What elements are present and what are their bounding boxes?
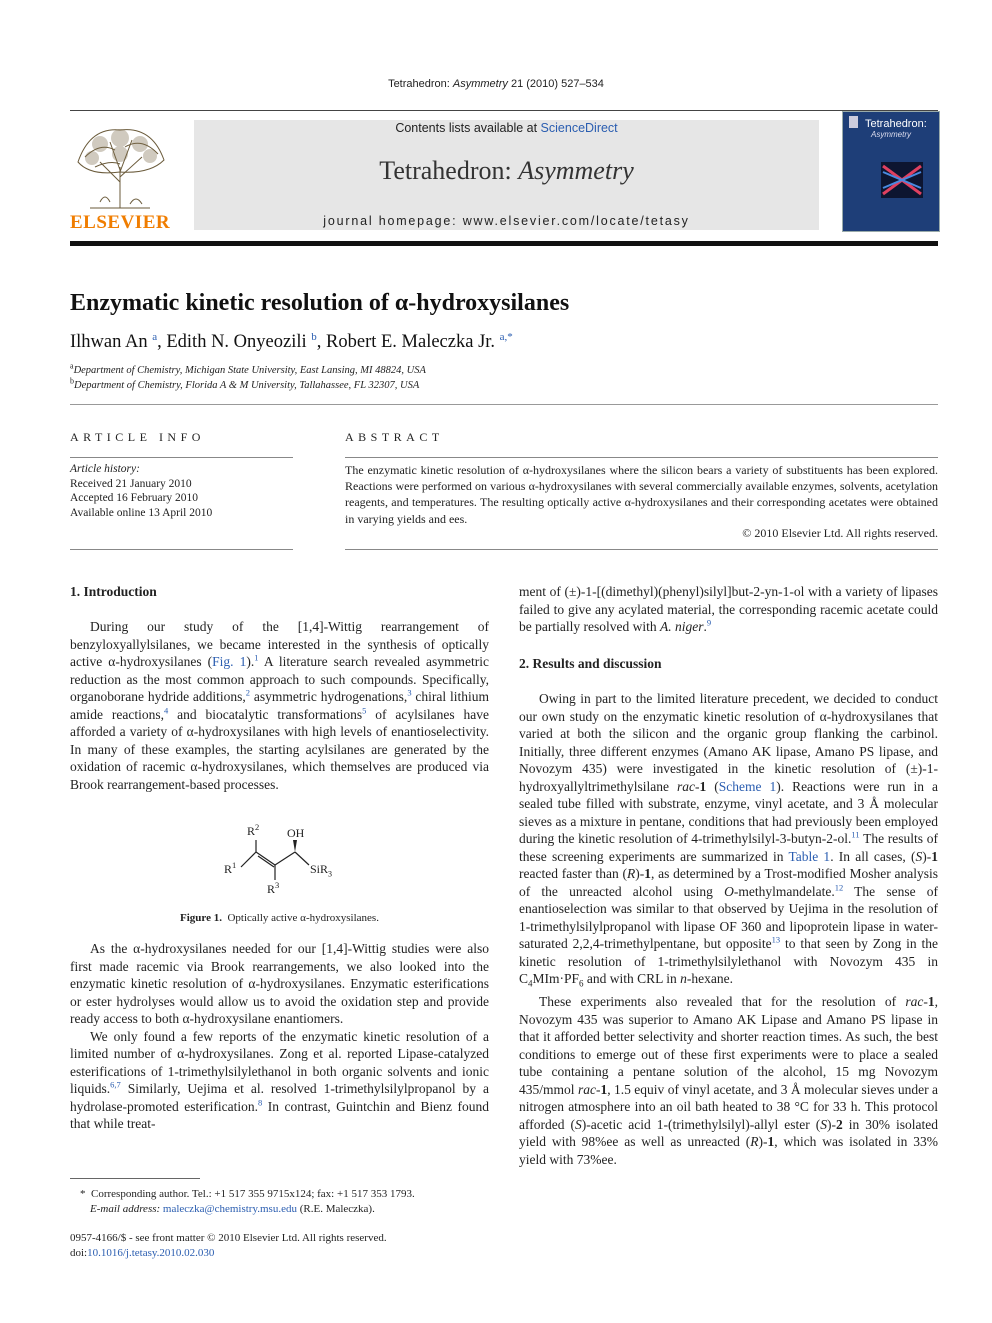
- cover-graphic: [881, 162, 923, 198]
- header-thick-rule: [70, 241, 938, 246]
- table1-link[interactable]: Table 1: [788, 848, 831, 864]
- journal-cover-image: [842, 111, 940, 232]
- elsevier-wordmark: ELSEVIER: [70, 212, 171, 233]
- history-label: Article history:: [70, 463, 140, 475]
- fig-r3-label: $R^3$: [267, 880, 280, 896]
- intro-paragraph-2: As the α-hydroxysilanes needed for our [1,4]-Wittig studies were also first made racemic via Brook rearrangements, we also looked into the enzymatic kinetic resolution of α-hydroxysilanes. Enzymatic esterifications or ester hydrolyses would allow us to avoid the oxidation step and provide ready access to both α-hydroxysilane enantiomers. We only found a few reports of the enzymatic kinetic resolution of a limited number of α-hydroxysilanes. Zong et al. reported Lipase-catalyzed esterifications of 1-trimethylsilylethanol in both organic solvents and ionic liquids.$^{6,7}$ Similarly, Uejima et al. resolved 1-trimethylsilylpropanol by a hydrolase-promoted esterification.$^8$ In contrast, Guintchin and Bienz found that while treat-: [70, 941, 490, 1131]
- abstract-heading: ABSTRACT: [345, 430, 444, 444]
- author-3: Robert E. Maleczka Jr.: [326, 332, 496, 352]
- fig-r1-label: $R^1$: [224, 860, 237, 876]
- abstract-bottom-rule: [345, 549, 938, 550]
- cover-title: Tetrahedron:: [865, 118, 927, 130]
- scheme1-link[interactable]: Scheme 1: [718, 778, 777, 794]
- header-top-rule: [70, 110, 938, 111]
- journal-homepage[interactable]: journal homepage: www.elsevier.com/locate/tetasy: [323, 214, 690, 228]
- author-1-aff[interactable]: a: [152, 330, 158, 343]
- results-paragraph-1: Owing in part to the limited literature precedent, we decided to conduct our own study on the enzymatic kinetic resolution of α-hydroxysilanes that varied at both the silicon and the organic group flanking the carbinol. Initially, three different enzymes (Amano AK lipase, Amano PS lipase, and Novozym 435) were investigated in the kinetic resolution of (±)-1-hydroxyallyltrimethylsilane rac-1 (Scheme 1). Reactions were run in a sealed tube filled with substrate, enzyme, vinyl acetate, and 3 Å molecular sieves as a mixture in pentane, conditions that had previously been employed during the kinetic resolution of 4-trimethylsilyl-3-butyn-2-ol.$^{11}$ The results of these screening experiments are summarized in Table 1. In all cases, (S)-1 reacted faster than (R)-1, as determined by a Trost-modified Mosher analysis of the unreacted alcohol using O-methylmandelate.$^{12}$ The sense of enantioselection was similar to that observed by Uejima in the resolution of 1-trimethylsilylpropanol with lipase OF 360 and lipoprotein lipase in water-saturated 2,2,4-trimethylpentane, but opposite$^{13}$ to that seen by Zong in the kinetic resolution of 1-trimethylsilylethanol with Novozym 435 in $C_4MIm\cdot PF_6$ and with CRL in n-hexane. These experiments also revealed that for the resolution of rac-1, Novozym 435 was superior to Amano AK Lipase and Amano PS lipase in that it afforded better selectivity and shorter reaction times. As such, the best conditions to emerge out of these first experiments were to place a sealed tube containing a pentane solution of the alcohol, 15 mg Novozym 435/mmol rac-1, 1.5 equiv of vinyl acetate, and 3 Å molecular sieves under a nitrogen atmosphere into an oil bath heated to 38 °C for 33 h. This protocol afforded (S)-acetic acid 1-(trimethylsilyl)-allyl ester (S)-2 in 30% isolated yield with 98%ee as well as unreacted (R)-1, which was isolated in 33% yield with 73%ee.: [519, 691, 939, 1167]
- intro-paragraph-2-continued: ment of (±)-1-[(dimethyl)(phenyl)silyl]but-2-yn-1-ol with a variety of lipases failed to give any acylated material, the corresponding racemic acetate could be partially resolved with A. niger.$^9$: [519, 584, 938, 634]
- author-2-aff[interactable]: b: [311, 330, 317, 343]
- affiliation-rule: [70, 404, 938, 405]
- online-date: Available online 13 April 2010: [70, 506, 213, 519]
- abstract-rule: [345, 457, 938, 458]
- journal-reference: Tetrahedron: Asymmetry 21 (2010) 527–534: [388, 78, 604, 90]
- fig-oh-label: OH: [287, 826, 305, 840]
- author-1: Ilhwan An: [70, 332, 148, 352]
- abstract-copyright: © 2010 Elsevier Ltd. All rights reserved.: [742, 526, 938, 540]
- sciencedirect-link[interactable]: ScienceDirect: [540, 121, 618, 135]
- fig-sir3-label: SiR$_3$: [310, 862, 333, 879]
- article-history: [70, 462, 293, 520]
- corresponding-footnote: * Corresponding author. Tel.: +1 517 355 9715x124; fax: +1 517 353 1793. E-mail address: maleczka@chemistry.msu.edu (R.E. Maleczka).: [80, 1188, 415, 1215]
- figure-1-structure: [215, 820, 345, 902]
- doi-link[interactable]: 10.1016/j.tetasy.2010.02.030: [87, 1246, 215, 1259]
- cover-subtitle: Asymmetry: [871, 130, 911, 139]
- article-info-rule: [70, 457, 293, 458]
- affiliation-b: $^b$Department of Chemistry, Florida A & M University, Tallahassee, FL 32307, USA: [70, 376, 420, 391]
- journal-title: Tetrahedron: Asymmetry: [379, 156, 634, 185]
- intro-heading: 1. Introduction: [70, 584, 157, 599]
- article-info-bottom-rule: [70, 549, 293, 550]
- accepted-date: Accepted 16 February 2010: [70, 492, 199, 504]
- author-3-aff[interactable]: a,*: [499, 330, 513, 343]
- figure-1-caption: Figure 1. Optically active α-hydroxysilanes.: [180, 912, 379, 924]
- article-title: Enzymatic kinetic resolution of α-hydroxysilanes: [70, 290, 570, 316]
- received-date: Received 21 January 2010: [70, 477, 192, 490]
- author-2: Edith N. Onyeozili: [166, 332, 307, 352]
- email-link[interactable]: maleczka@chemistry.msu.edu: [162, 1202, 297, 1215]
- cover-logo-icon: [849, 116, 858, 128]
- abstract-text: The enzymatic kinetic resolution of α-hydroxysilanes where the silicon bears a variety of substituents has been explored. Reactions were performed on various α-hydroxysilanes with several commercially available enzymes, solvents, acetylation reagents, and temperatures. The resulting optically active α-hydroxysilanes and their corresponding acetates were obtained in varying yields and ees.: [345, 463, 938, 526]
- elsevier-tree-logo: [70, 122, 170, 210]
- author-list: Ilhwan An $^a$, Edith N. Onyeozili $^b$, Robert E. Maleczka Jr. $^{a,*}$: [70, 330, 513, 352]
- front-matter: 0957-4166/$ - see front matter © 2010 Elsevier Ltd. All rights reserved. doi:10.1016/j.tetasy.2010.02.030: [70, 1232, 387, 1259]
- results-heading: 2. Results and discussion: [519, 656, 662, 671]
- fig1-link[interactable]: Fig. 1: [212, 654, 247, 669]
- contents-line: Contents lists available at ScienceDirect: [395, 121, 618, 135]
- footnote-rule: [70, 1178, 200, 1179]
- affiliation-a: $^a$Department of Chemistry, Michigan State University, East Lansing, MI 48824, USA: [70, 361, 426, 376]
- fig-r2-label: $R^2$: [247, 822, 260, 838]
- article-info-heading: ARTICLE INFO: [70, 430, 205, 444]
- intro-paragraph-1: During our study of the [1,4]-Wittig rearrangement of benzyloxyallylsilanes, we became interested in the synthesis of optically active α-hydroxysilanes (Fig. 1).$^1$ A literature search revealed asymmetric reduction as the most common approach to such compounds. Specifically, organoborane hydride additions,$^2$ asymmetric hydrogenations,$^3$ chiral lithium amide reactions,$^4$ and biocatalytic transformations$^5$ of acylsilanes have afforded a variety of α-hydroxysilanes with high levels of enantioselectivity. In many of these examples, the starting acylsilanes are generated by the oxidation of racemic α-hydroxysilanes, which themselves are produced via Brook rearrangement-based processes.: [70, 619, 489, 792]
